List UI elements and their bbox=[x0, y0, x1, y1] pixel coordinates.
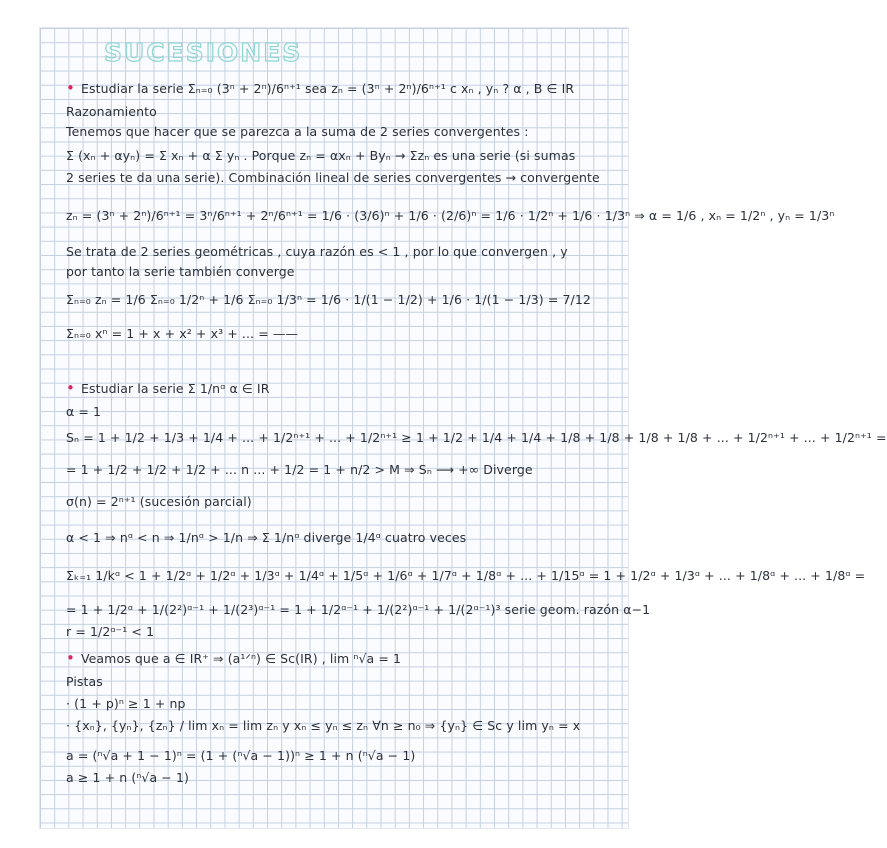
bullet-icon: • bbox=[66, 649, 75, 667]
bullet-icon: • bbox=[66, 79, 75, 97]
note-line bbox=[66, 748, 415, 764]
note-line bbox=[66, 624, 154, 640]
note-line bbox=[66, 380, 270, 397]
note-text: Razonamiento bbox=[66, 104, 157, 119]
note-line bbox=[66, 124, 529, 140]
note-text: Tenemos que hacer que se parezca a la suma de 2 series convergentes : bbox=[66, 124, 529, 139]
note-text: = 1 + 1/2 + 1/2 + 1/2 + ... n ... + 1/2 = 1 + n/2 > M ⇒ Sₙ ⟶ +∞ Diverge bbox=[66, 462, 533, 477]
note-text: Pistas bbox=[66, 674, 103, 689]
note-line bbox=[66, 718, 580, 734]
note-text: 2 series te da una serie). Combinación lineal de series convergentes → convergente bbox=[66, 170, 600, 185]
note-text: Σₙ₌₀ zₙ = 1/6 Σₙ₌₀ 1/2ⁿ + 1/6 Σₙ₌₀ 1/3ⁿ = 1/6 · 1/(1 − 1/2) + 1/6 · 1/(1 − 1/3) = 7/12 bbox=[66, 292, 591, 307]
note-text: α < 1 ⇒ nᵅ < n ⇒ 1/nᵅ > 1/n ⇒ Σ 1/nᵅ diverge 1/4ᵅ cuatro veces bbox=[66, 530, 467, 545]
note-text: Se trata de 2 series geométricas , cuya razón es < 1 , por lo que convergen , y bbox=[66, 244, 568, 259]
note-text: Σₖ₌₁ 1/kᵅ < 1 + 1/2ᵅ + 1/2ᵅ + 1/3ᵅ + 1/4ᵅ + 1/5ᵅ + 1/6ᵅ + 1/7ᵅ + 1/8ᵅ + ... + 1/15ᵅ = 1 + 1/2ᵅ + 1/3ᵅ + ... + 1/8ᵅ + ... + 1/8ᵅ = bbox=[66, 568, 866, 583]
note-line bbox=[66, 326, 298, 342]
note-line bbox=[66, 494, 252, 510]
note-line bbox=[66, 430, 887, 446]
note-text: zₙ = (3ⁿ + 2ⁿ)/6ⁿ⁺¹ = 3ⁿ/6ⁿ⁺¹ + 2ⁿ/6ⁿ⁺¹ = 1/6 · (3/6)ⁿ + 1/6 · (2/6)ⁿ = 1/6 · 1/2ⁿ + 1/6 · 1/3ⁿ ⇒ α = 1/6 , xₙ = 1/2ⁿ , yₙ = 1/3ⁿ bbox=[66, 208, 835, 223]
note-text: Veamos que a ∈ IR⁺ ⇒ (a¹ᐟⁿ) ∈ Sc(IR) , lim ⁿ√a = 1 bbox=[80, 651, 402, 666]
note-text: · {xₙ}, {yₙ}, {zₙ} / lim xₙ = lim zₙ y xₙ ≤ yₙ ≤ zₙ ∀n ≥ n₀ ⇒ {yₙ} ∈ Sc y lim yₙ = x bbox=[66, 718, 581, 733]
note-line bbox=[66, 568, 865, 584]
page-title: SUCESIONES bbox=[104, 38, 303, 67]
note-line bbox=[66, 104, 157, 120]
note-line bbox=[66, 292, 591, 308]
note-line bbox=[66, 674, 103, 690]
note-line bbox=[66, 170, 600, 186]
note-text: · (1 + p)ⁿ ≥ 1 + np bbox=[66, 696, 186, 711]
note-text: = 1 + 1/2ᵅ + 1/(2²)ᵅ⁻¹ + 1/(2³)ᵅ⁻¹ = 1 + 1/2ᵅ⁻¹ + 1/(2²)ᵅ⁻¹ + 1/(2ᵅ⁻¹)³ serie geom. razón α−1 bbox=[66, 602, 651, 617]
note-text: Estudiar la serie Σₙ₌₀ (3ⁿ + 2ⁿ)/6ⁿ⁺¹ sea zₙ = (3ⁿ + 2ⁿ)/6ⁿ⁺¹ c xₙ , yₙ ? α , B ∈ IR bbox=[80, 81, 575, 96]
note-line bbox=[66, 530, 466, 546]
note-line bbox=[66, 80, 574, 97]
note-text: por tanto la serie también converge bbox=[66, 264, 295, 279]
note-line bbox=[66, 264, 295, 280]
note-line bbox=[66, 650, 401, 667]
note-text: r = 1/2ᵅ⁻¹ < 1 bbox=[66, 624, 155, 639]
note-line bbox=[66, 696, 186, 712]
note-line bbox=[66, 404, 101, 420]
bullet-icon: • bbox=[66, 379, 75, 397]
note-text: σ(n) = 2ⁿ⁺¹ (sucesión parcial) bbox=[66, 494, 252, 509]
note-line bbox=[66, 244, 568, 260]
note-text: α = 1 bbox=[66, 404, 102, 419]
note-text: Σ (xₙ + αyₙ) = Σ xₙ + α Σ yₙ . Porque zₙ = αxₙ + Byₙ → Σzₙ es una serie (si sumas bbox=[66, 148, 576, 163]
note-text: a = (ⁿ√a + 1 − 1)ⁿ = (1 + (ⁿ√a − 1))ⁿ ≥ 1 + n (ⁿ√a − 1) bbox=[66, 748, 416, 763]
note-line bbox=[66, 770, 189, 786]
note-line bbox=[66, 462, 533, 478]
note-text: Sₙ = 1 + 1/2 + 1/3 + 1/4 + ... + 1/2ⁿ⁺¹ + ... + 1/2ⁿ⁺¹ ≥ 1 + 1/2 + 1/4 + 1/4 + 1/8 + 1/8 + 1/8 + 1/8 + ... + 1/2ⁿ⁺¹ + ... + 1/2ⁿ⁺¹ = bbox=[66, 430, 887, 445]
note-line bbox=[66, 208, 834, 224]
note-text: Estudiar la serie Σ 1/nᵅ α ∈ IR bbox=[80, 381, 270, 396]
note-text: Σₙ₌₀ xⁿ = 1 + x + x² + x³ + ... = —— bbox=[66, 326, 299, 341]
note-text: a ≥ 1 + n (ⁿ√a − 1) bbox=[66, 770, 189, 785]
note-line bbox=[66, 602, 650, 618]
note-line bbox=[66, 148, 575, 164]
